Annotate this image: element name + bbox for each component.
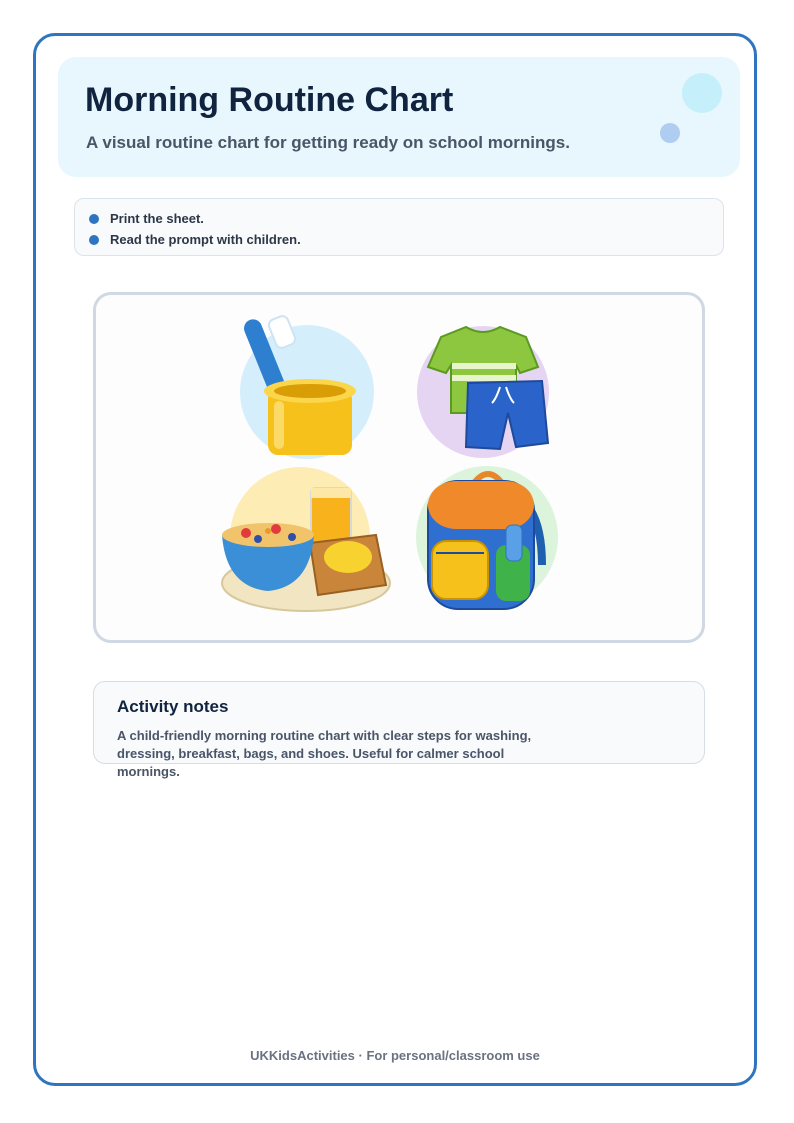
routine-illustration-graphic <box>96 295 702 640</box>
decorative-bubble-small <box>660 123 680 143</box>
routine-illustration <box>93 292 705 643</box>
page-title: Morning Routine Chart <box>85 81 454 119</box>
toothbrush-cup-icon <box>240 314 374 459</box>
instruction-item <box>89 208 723 229</box>
activity-notes-box <box>93 681 705 779</box>
footer-text: UKKidsActivities · For personal/classroom use <box>250 1048 540 1063</box>
backpack-icon <box>416 466 558 609</box>
decorative-bubble-large <box>682 73 722 113</box>
instruction-item <box>89 229 723 250</box>
instruction-text: Read the prompt with children. <box>110 232 301 247</box>
instruction-list <box>74 198 724 256</box>
clothes-icon <box>417 326 549 458</box>
worksheet-page <box>33 33 757 1086</box>
breakfast-icon <box>222 467 390 611</box>
bullet-icon <box>89 235 99 245</box>
notes-body: A child-friendly morning routine chart with clear steps for washing, dressing, breakfast, bags, and shoes. Useful for calmer school mornings. <box>117 728 532 779</box>
notes-title: Activity notes <box>117 697 229 716</box>
instruction-text: Print the sheet. <box>110 211 204 226</box>
page-subtitle: A visual routine chart for getting ready on school mornings. <box>86 133 570 152</box>
bullet-icon <box>89 214 99 224</box>
header-banner <box>58 57 740 177</box>
